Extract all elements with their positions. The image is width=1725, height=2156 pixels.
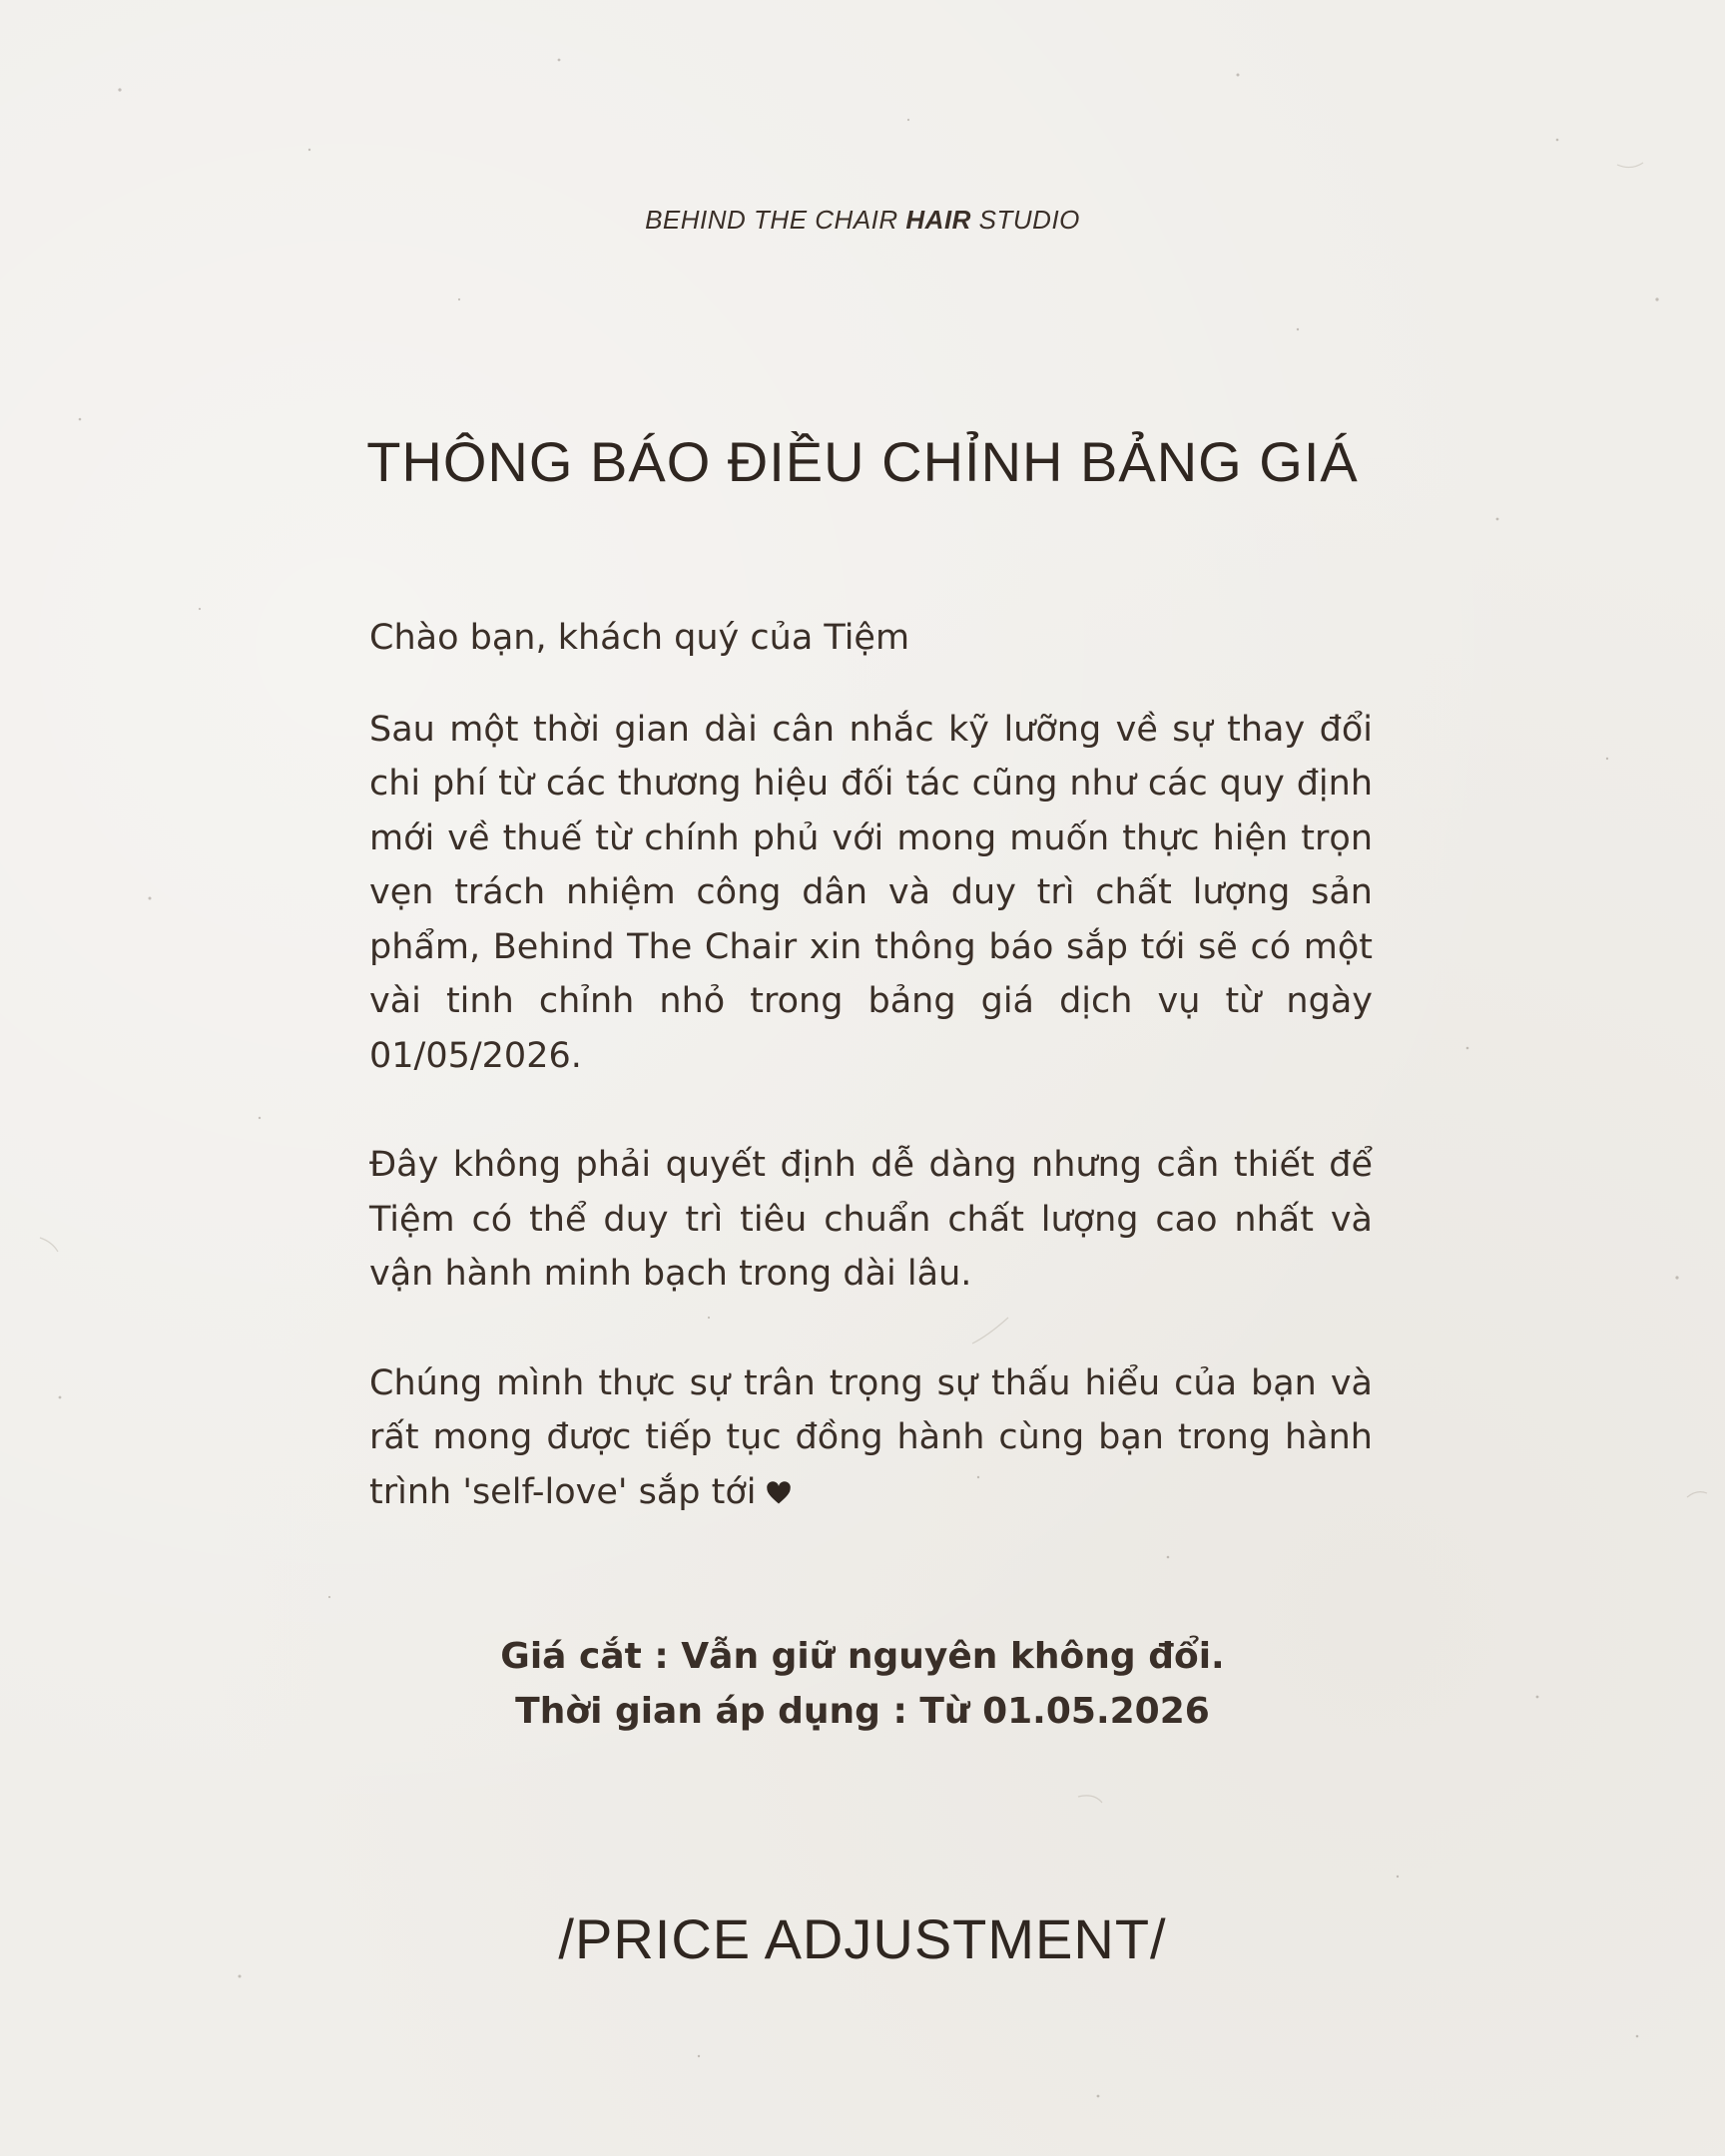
paragraph-2: Đây không phải quyết định dễ dàng nhưng cần thiết để Tiệm có thể duy trì tiêu chuẩn chất lượng cao nhất và vận hành minh bạch trong dài lâu. [369,1145,1373,1294]
paragraph-1: Sau một thời gian dài cân nhắc kỹ lưỡng về sự thay đổi chi phí từ các thương hiệu đối tác cũng như các quy định mới về thuế từ chính phủ với mong muốn thực hiện trọn vẹn trách nhiệm công dân và duy trì chất lượng sản phẩm, Behind The Chair xin thông báo sắp tới sẽ có một vài tinh chỉnh nhỏ trong bảng giá dịch vụ từ ngày 01/05/2026. [369,709,1373,1076]
notice-body [369,611,1373,1519]
summary-line-cut-price: Giá cắt : Vẫn giữ nguyên không đổi. [500,1636,1225,1677]
footer-title: /PRICE ADJUSTMENT/ [558,1907,1167,1970]
summary-line-effective-date: Thời gian áp dụng : Từ 01.05.2026 [515,1691,1210,1732]
heart-icon [765,1479,793,1507]
greeting: Chào bạn, khách quý của Tiệm [369,618,910,658]
brand-header [0,205,1725,236]
paragraph-3-text: Chúng mình thực sự trân trọng sự thấu hiểu của bạn và rất mong được tiếp tục đồng hành cùng bạn trong hành trình 'self-love' sắp tới [369,1362,1373,1512]
paragraph-3 [369,1356,1373,1520]
price-summary [0,1629,1725,1739]
brand-bold: HAIR [905,205,971,235]
brand-suffix: STUDIO [970,205,1080,235]
brand-prefix: BEHIND THE CHAIR [645,205,906,235]
page-title: THÔNG BÁO ĐIỀU CHỈNH BẢNG GIÁ [366,430,1359,493]
